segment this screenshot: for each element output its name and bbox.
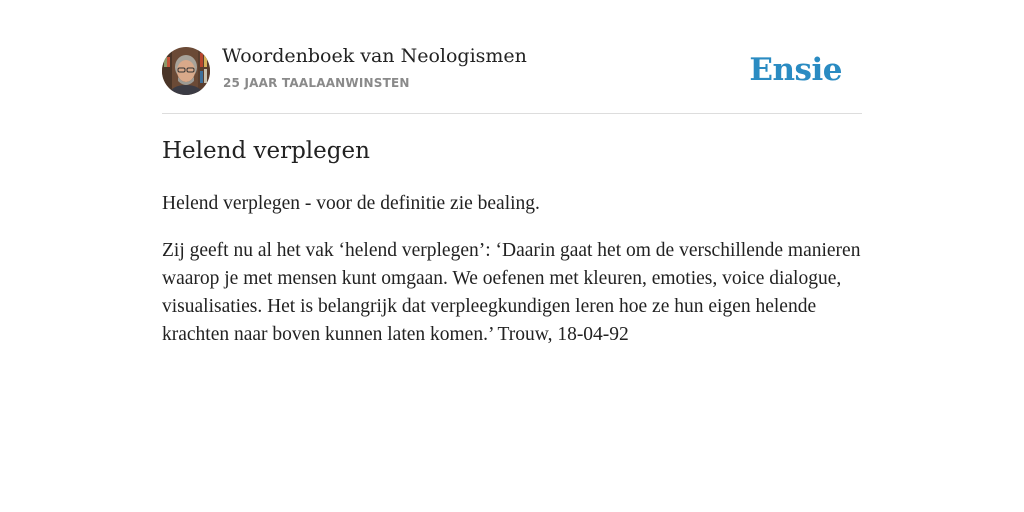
page-title: Helend verplegen	[162, 138, 370, 164]
quote-text: Zij geeft nu al het vak ‘helend verplegen’: ‘Daarin gaat het om de verschillende manieren waarop je met mensen kunt omgaan. We oefenen met kleuren, emoties, voice dialogue, visualisaties. Het is belangrijk dat verpleegkundigen leren hoe ze hun eigen helende krachten naar boven kunnen laten komen.’ Trouw, 18-04-92	[162, 240, 861, 345]
author-tagline: 25 JAAR TAALAANWINSTEN	[223, 76, 410, 90]
portrait-icon	[162, 47, 210, 95]
ensie-logo[interactable]: Ensie	[749, 52, 842, 88]
author-avatar[interactable]	[162, 47, 210, 95]
entry-card	[162, 0, 862, 345]
header	[162, 0, 862, 114]
author-name[interactable]: Woordenboek van Neologismen	[222, 45, 527, 67]
definition-text: Helend verplegen - voor de definitie zie bealing.	[162, 193, 540, 214]
